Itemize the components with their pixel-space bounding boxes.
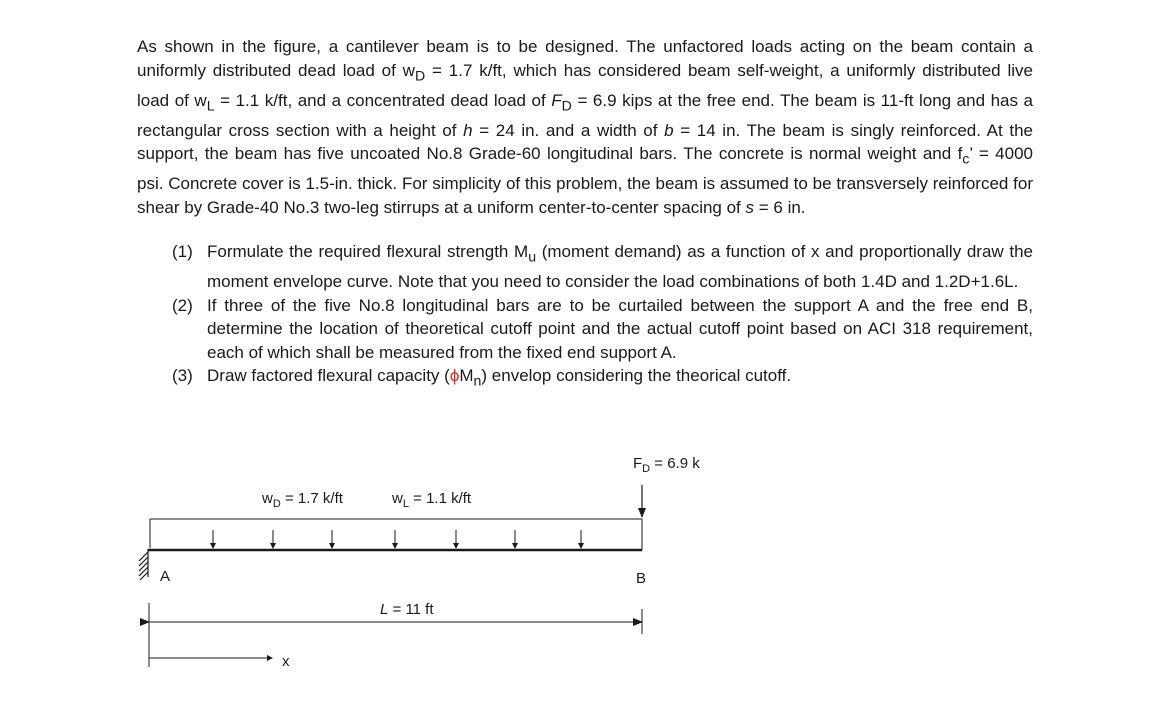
variable: s bbox=[745, 197, 755, 217]
variable: F bbox=[551, 90, 562, 110]
text-run: Draw factored flexural capacity ( bbox=[207, 366, 450, 386]
text-run: = 1.7 k/ft, which has considered beam self-weight, a uniformly distributed live load of w bbox=[137, 60, 1033, 110]
var: L bbox=[380, 601, 389, 618]
live-load-label bbox=[391, 490, 472, 510]
distributed-load-arrows bbox=[213, 530, 581, 548]
text-run: (moment demand) as a function of x and proportionally draw the moment envelope curve. Note that you need to consider the load combinations of both 1.4D and 1.2D+1.6L. bbox=[207, 242, 1033, 291]
subscript: D bbox=[414, 67, 426, 84]
task-number: (1) bbox=[172, 242, 193, 261]
text-run: = 14 in. The beam is singly reinforced. At the support, the beam has five uncoated No.8 Grade-60 longitudinal bars. The concrete is normal weight and f bbox=[137, 120, 1033, 164]
text-run: ) envelop considering the theorical cutoff. bbox=[481, 366, 792, 386]
sub: L bbox=[402, 498, 409, 510]
text-run: ’ = 4000 psi. Concrete cover is 1.5-in. thick. For simplicity of this problem, the beam is assumed to be transversely reinforced for shear by Grade-40 No.3 two-leg stirrups at a uniform center-to-center spacing of bbox=[137, 144, 1033, 217]
phi-symbol: ϕ bbox=[449, 366, 460, 386]
text-run: = 6.9 kips at the free end. The beam is 11-ft long and has a rectangular cross section with a height of bbox=[137, 90, 1034, 140]
subscript: n bbox=[473, 373, 482, 390]
variable: b bbox=[664, 120, 674, 140]
length-label bbox=[380, 601, 434, 618]
rest: = 1.7 k/ft bbox=[280, 490, 343, 507]
fixed-support-hatch bbox=[139, 549, 148, 580]
subscript: c bbox=[962, 151, 970, 168]
rest: = 1.1 k/ft bbox=[408, 490, 472, 507]
text-run: = 24 in. and a width of bbox=[472, 120, 665, 140]
text-run: M bbox=[459, 366, 474, 386]
task-number: (2) bbox=[172, 295, 193, 315]
text-run: If three of the five No.8 longitudinal bars are to be curtailed between the support A and the free end B, determine the location of theoretical cutoff point and the actual cutoff point based on ACI 318 requirement, each of which shall be measured from the fixed end support A. bbox=[207, 295, 1033, 362]
rest: = 11 ft bbox=[388, 601, 434, 618]
subscript: u bbox=[528, 249, 537, 266]
x-axis-label: x bbox=[282, 653, 290, 670]
var: w bbox=[262, 490, 273, 507]
support-a-label: A bbox=[160, 568, 171, 585]
text-run: Formulate the required flexural strength M bbox=[207, 242, 529, 261]
sub: D bbox=[272, 498, 281, 510]
sub: D bbox=[642, 463, 651, 475]
variable: h bbox=[463, 120, 473, 140]
task-number: (3) bbox=[172, 366, 193, 386]
subscript: D bbox=[561, 97, 572, 114]
rest: = 6.9 k bbox=[650, 455, 700, 472]
text-run: = 6 in. bbox=[754, 197, 806, 217]
subscript: L bbox=[206, 97, 215, 114]
free-end-b-label: B bbox=[636, 570, 647, 587]
point-load-label bbox=[633, 455, 700, 475]
dead-load-label bbox=[261, 490, 344, 510]
text-run: = 1.1 k/ft, and a concentrated dead load of bbox=[214, 90, 552, 110]
var: w bbox=[392, 490, 403, 507]
text-run: As shown in the figure, a cantilever beam is to be designed. The unfactored loads acting on the beam contain a uniformly distributed dead load of w bbox=[137, 37, 1033, 80]
var: F bbox=[633, 455, 643, 472]
